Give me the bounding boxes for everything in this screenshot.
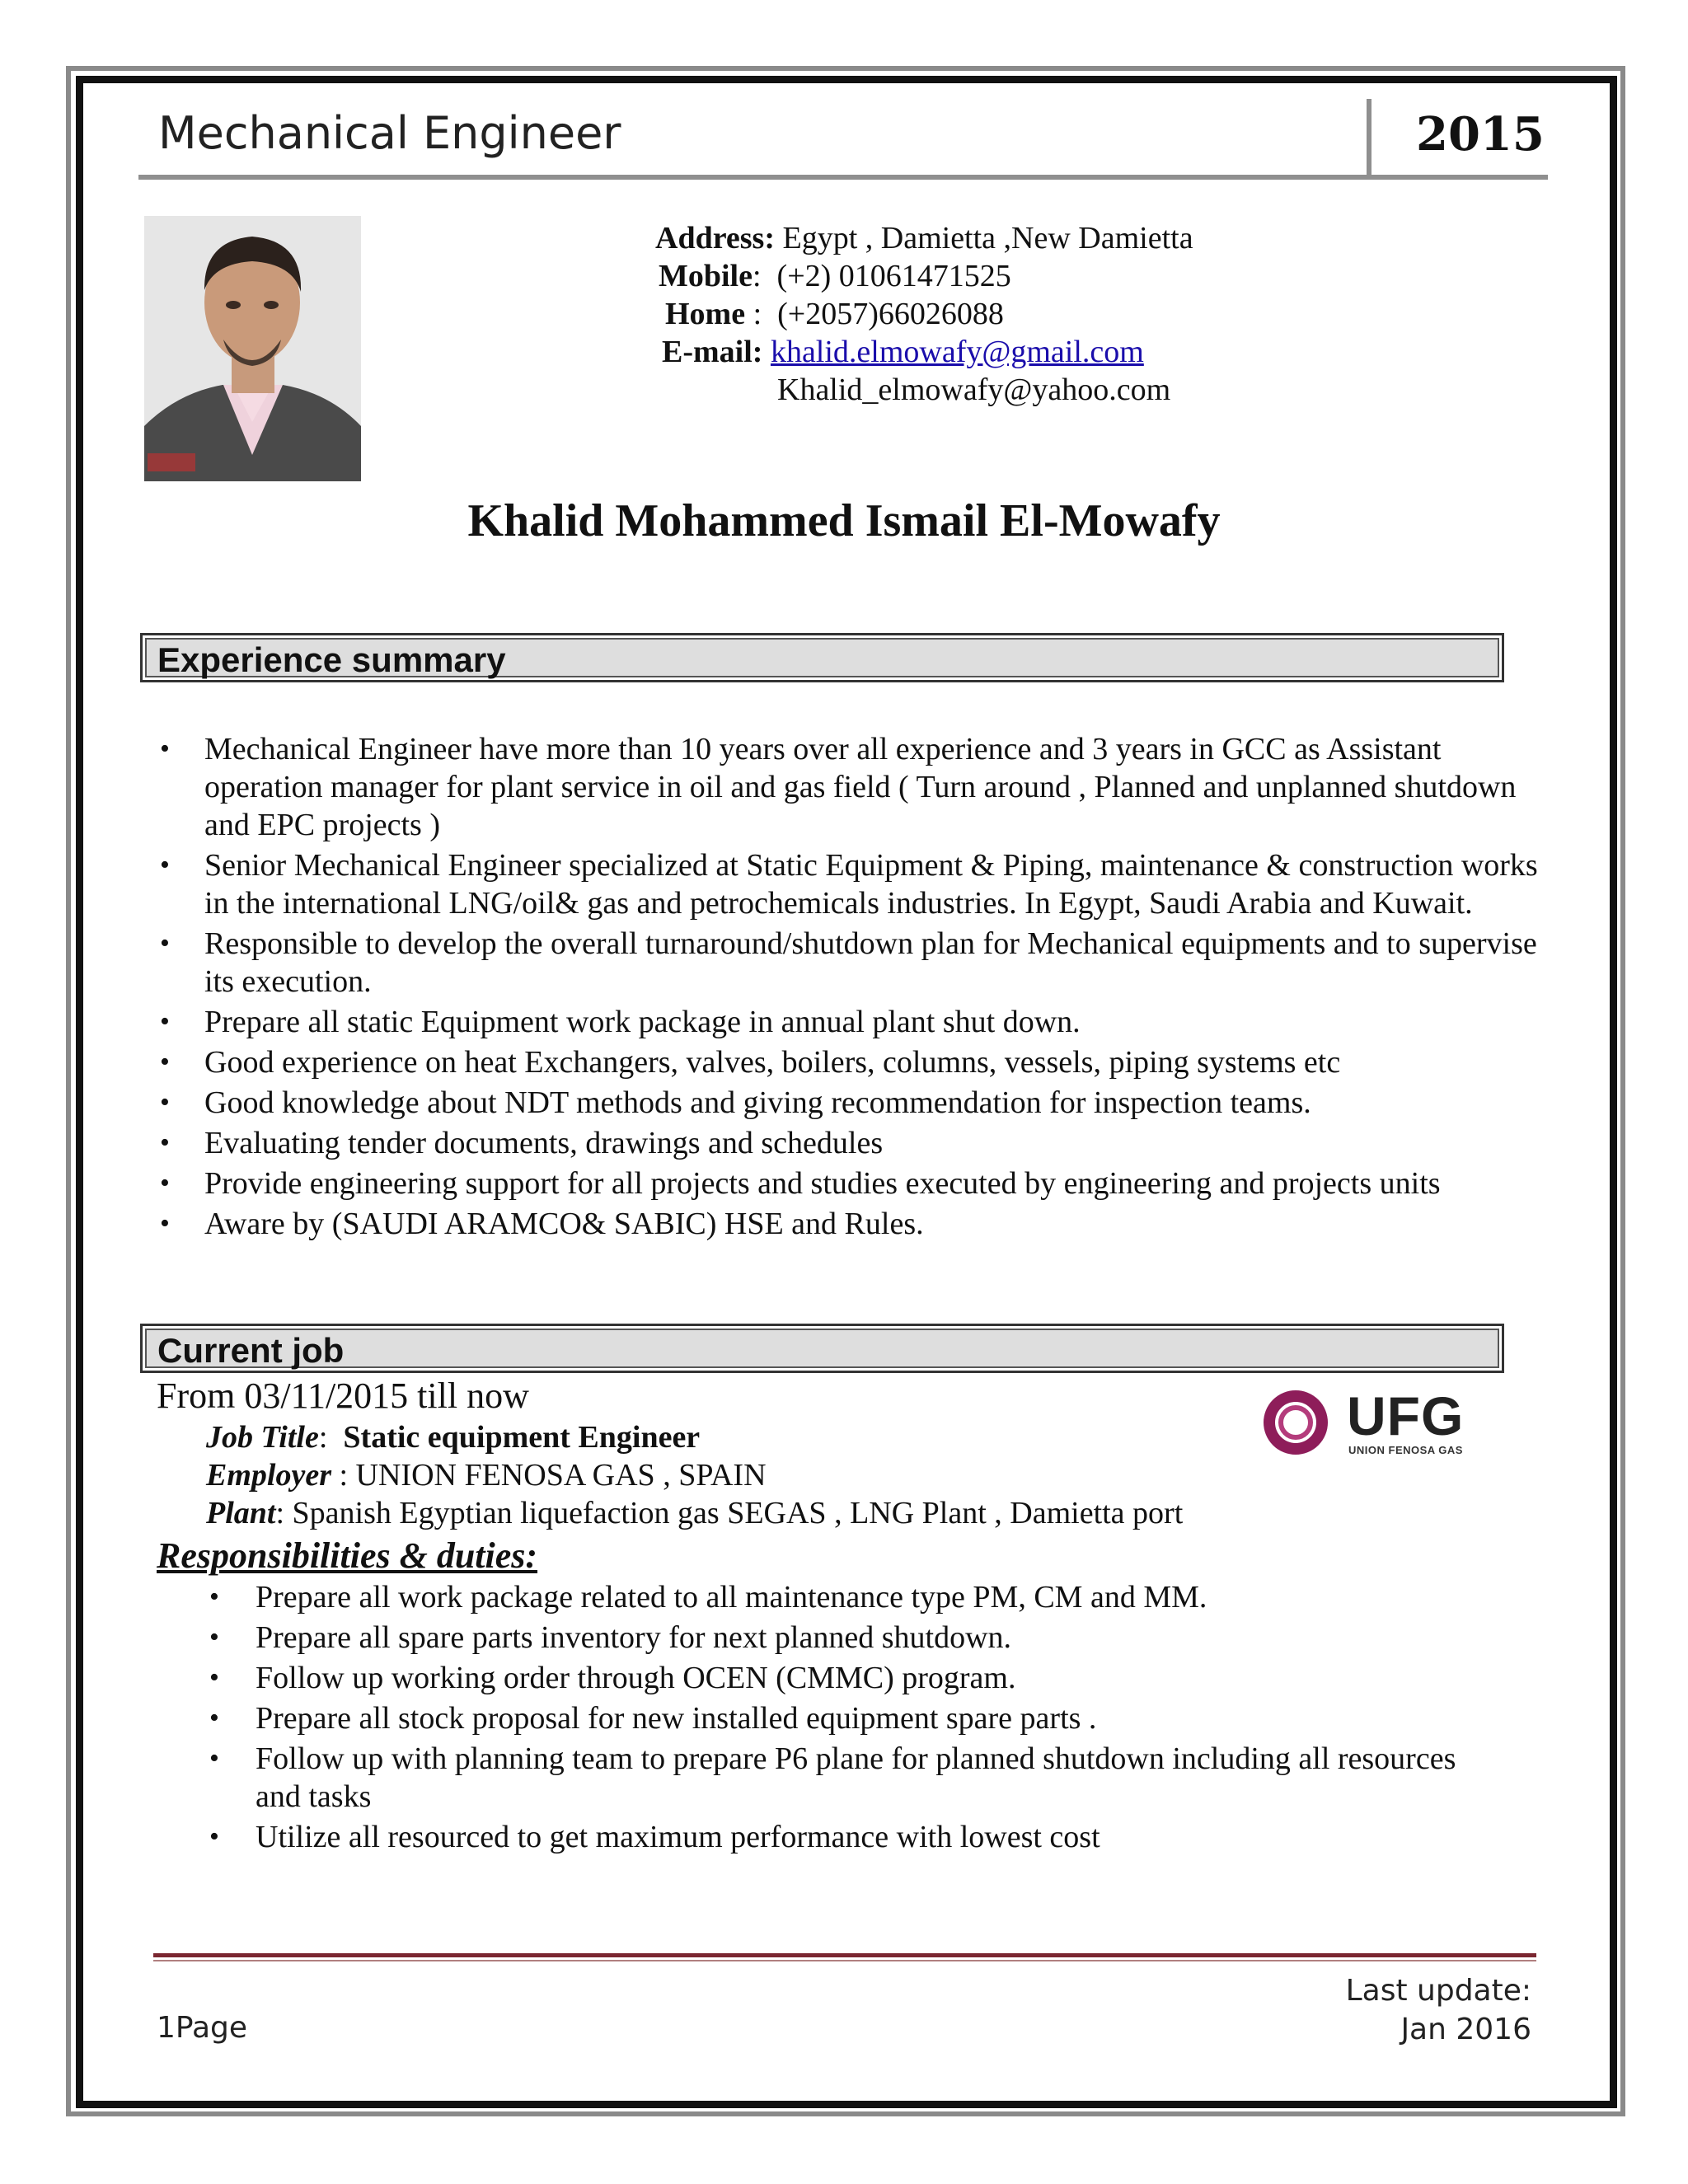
list-item: • Good experience on heat Exchangers, valves, boilers, columns, vessels, piping systems etc xyxy=(157,1043,1541,1081)
list-item: • Prepare all static Equipment work package in annual plant shut down. xyxy=(157,1003,1541,1041)
header-year: 2015 xyxy=(1416,107,1545,162)
job-title-value: Static equipment Engineer xyxy=(343,1420,701,1455)
job-title-row: Job Title: Static equipment Engineer xyxy=(206,1420,701,1455)
list-item: • Responsible to develop the overall turnaround/shutdown plan for Mechanical equipments and to supervise its execution. xyxy=(157,925,1541,1001)
address-value: Egypt , Damietta ,New Damietta xyxy=(775,221,1193,255)
list-item: • Follow up with planning team to prepare P6 plane for planned shutdown including all resources and tasks xyxy=(206,1740,1492,1816)
experience-summary-heading xyxy=(140,633,1504,682)
mobile-label: Mobile xyxy=(659,259,753,293)
ufg-logo-text: UFG xyxy=(1347,1385,1465,1446)
plant-label: Plant xyxy=(206,1496,276,1530)
ufg-logo-subtext: UNION FENOSA GAS xyxy=(1348,1444,1463,1456)
mobile-value: : (+2) 01061471525 xyxy=(752,259,1011,293)
plant-row xyxy=(206,1495,1183,1531)
page-number: 1Page xyxy=(157,2011,248,2045)
ufg-ring-icon xyxy=(1259,1388,1332,1457)
list-item: • Provide engineering support for all projects and studies executed by engineering and projects units xyxy=(157,1165,1541,1202)
employer-label: Employer xyxy=(206,1458,331,1493)
mobile-row xyxy=(655,257,1193,295)
list-item: • Prepare all spare parts inventory for next planned shutdown. xyxy=(206,1619,1492,1657)
job-period: From 03/11/2015 till now xyxy=(157,1376,529,1416)
email-primary-link[interactable]: khalid.elmowafy@gmail.com xyxy=(770,335,1144,369)
home-value: : (+2057)66026088 xyxy=(745,297,1004,331)
employer-value: : UNION FENOSA GAS , SPAIN xyxy=(331,1458,767,1493)
list-item: • Evaluating tender documents, drawings and schedules xyxy=(157,1124,1541,1162)
ufg-logo xyxy=(1259,1385,1465,1460)
current-job-heading xyxy=(140,1324,1504,1373)
email-label: E-mail: xyxy=(662,335,763,369)
responsibilities-list xyxy=(206,1578,1492,1858)
email-secondary: Khalid_elmowafy@yahoo.com xyxy=(777,373,1171,407)
list-item: • Follow up working order through OCEN (CMMC) program. xyxy=(206,1659,1492,1697)
responsibilities-title: Responsibilities & duties: xyxy=(157,1535,538,1576)
list-item: • Senior Mechanical Engineer specialized at Static Equipment & Piping, maintenance & construction works in the international LNG/oil& gas and petrochemicals industries. In Egypt, Saudi Arabia and Kuwait. xyxy=(157,846,1541,922)
experience-summary-list xyxy=(157,730,1541,1245)
job-title-label: Job Title xyxy=(206,1420,319,1455)
list-item: • Aware by (SAUDI ARAMCO& SABIC) HSE and Rules. xyxy=(157,1205,1541,1243)
address-label: Address: xyxy=(655,221,775,255)
list-item: • Mechanical Engineer have more than 10 years over all experience and 3 years in GCC as Assistant operation manager for plant service in oil and gas field ( Turn around , Planned and unplanned shutdown and EPC projects ) xyxy=(157,730,1541,844)
profile-photo xyxy=(144,216,361,481)
footer-rule-thin xyxy=(153,1960,1536,1961)
list-item: • Prepare all work package related to all maintenance type PM, CM and MM. xyxy=(206,1578,1492,1616)
current-job-heading-text: Current job xyxy=(157,1331,345,1370)
full-name: Khalid Mohammed Ismail El-Mowafy xyxy=(467,495,1221,546)
list-item: • Prepare all stock proposal for new installed equipment spare parts . xyxy=(206,1699,1492,1737)
employer-row xyxy=(206,1457,767,1493)
contact-block xyxy=(655,219,1193,409)
last-update: Last update: Jan 2016 xyxy=(1345,1974,1531,2046)
plant-value: : Spanish Egyptian liquefaction gas SEGAS , LNG Plant , Damietta port xyxy=(275,1496,1184,1530)
home-row xyxy=(655,295,1193,333)
header-rule xyxy=(138,175,1548,180)
footer-rule xyxy=(153,1953,1536,1957)
list-item: • Utilize all resourced to get maximum performance with lowest cost xyxy=(206,1818,1492,1856)
header-divider xyxy=(1367,99,1372,178)
list-item: • Good knowledge about NDT methods and giving recommendation for inspection teams. xyxy=(157,1084,1541,1122)
header-title: Mechanical Engineer xyxy=(158,107,621,159)
home-label: Home xyxy=(665,297,746,331)
person-photo-illustration xyxy=(144,216,361,481)
email-row xyxy=(655,333,1193,371)
experience-summary-heading-text: Experience summary xyxy=(157,640,506,679)
address-row xyxy=(655,219,1193,257)
